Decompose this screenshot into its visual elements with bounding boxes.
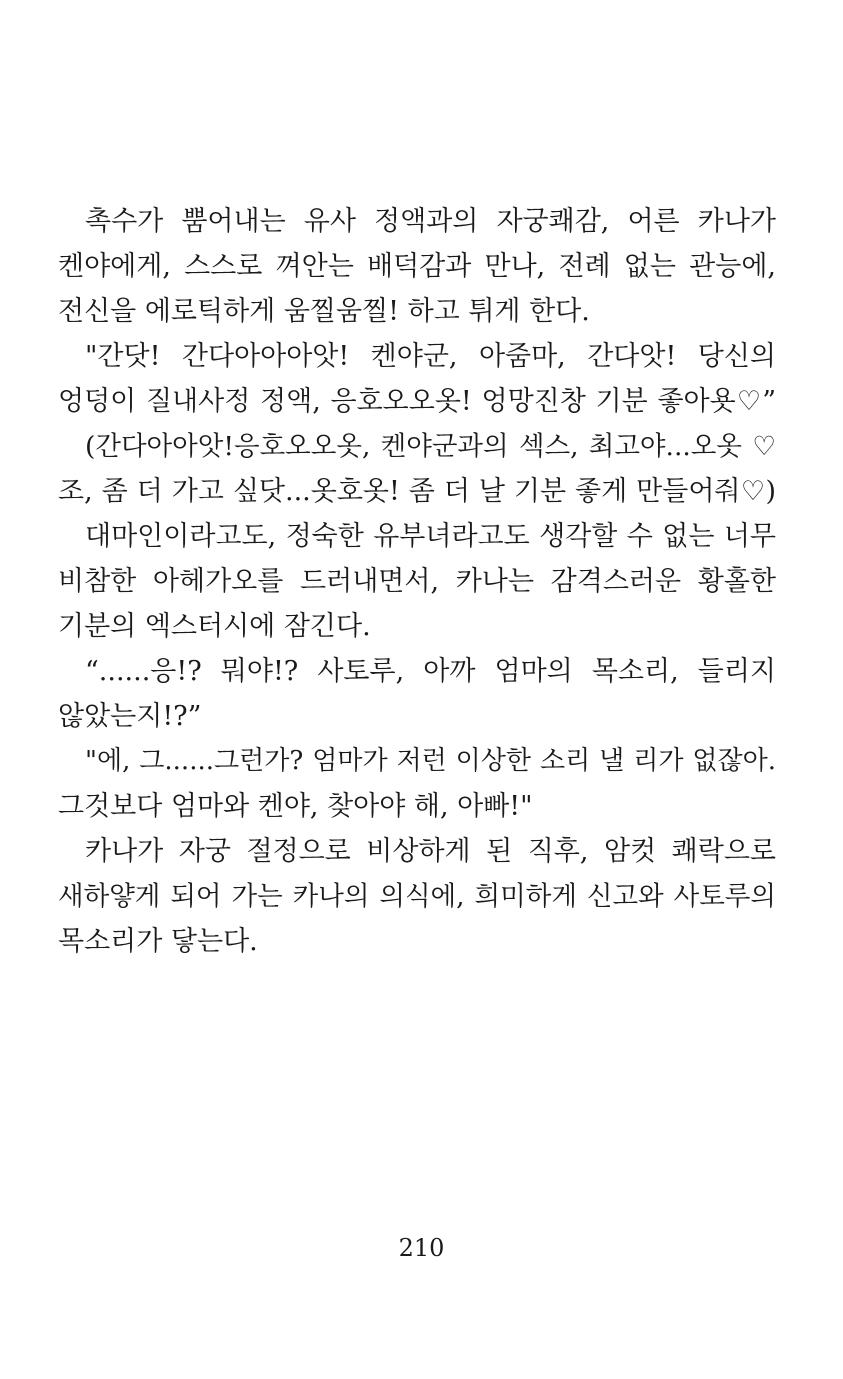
- text-line: 켄야에게, 스스로 껴안는 배덕감과 만나, 전례 없는 관능에,: [58, 251, 776, 282]
- text-line: 그것보다 엄마와 켄야, 찾아야 해, 아빠!": [58, 791, 533, 822]
- text-line: 촉수가 뿜어내는 유사 정액과의 자궁쾌감, 어른 카나가: [85, 206, 776, 237]
- text-line: 목소리가 닿는다.: [58, 926, 258, 957]
- page-body: [58, 199, 776, 964]
- text-line: "간닷! 간다아아아앗! 켄야군, 아줌마, 간다앗! 당신의: [85, 341, 776, 372]
- text-line: 새하얗게 되어 가는 카나의 의식에, 희미하게 신고와 사토루의: [58, 881, 776, 912]
- text-line: 대마인이라고도, 정숙한 유부녀라고도 생각할 수 없는 너무: [85, 521, 776, 552]
- text-line: 조, 좀 더 가고 싶닷...옷호옷! 좀 더 날 기분 좋게 만들어줘♡): [58, 476, 776, 507]
- text-line: 비참한 아헤가오를 드러내면서, 카나는 감격스러운 황홀한: [58, 566, 776, 597]
- text-line: 카나가 자궁 절정으로 비상하게 된 직후, 암컷 쾌락으로: [85, 836, 776, 867]
- page-number: 210: [398, 1234, 445, 1262]
- text-line: 전신을 에로틱하게 움찔움찔! 하고 튀게 한다.: [58, 296, 590, 327]
- text-line: “......응!? 뭐야!? 사토루, 아까 엄마의 목소리, 들리지: [85, 656, 776, 687]
- text-line: (간다아아앗!응호오오옷, 켄야군과의 섹스, 최고야...오옷 ♡: [85, 431, 776, 462]
- text-line: 않았는지!?”: [58, 701, 202, 732]
- text-line: 기분의 엑스터시에 잠긴다.: [58, 611, 371, 642]
- text-line: "에, 그......그런가? 엄마가 저런 이상한 소리 낼 리가 없잖아.: [85, 746, 776, 776]
- text-line: 엉덩이 질내사정 정액, 응호오오옷! 엉망진창 기분 좋아욧♡”: [58, 386, 776, 417]
